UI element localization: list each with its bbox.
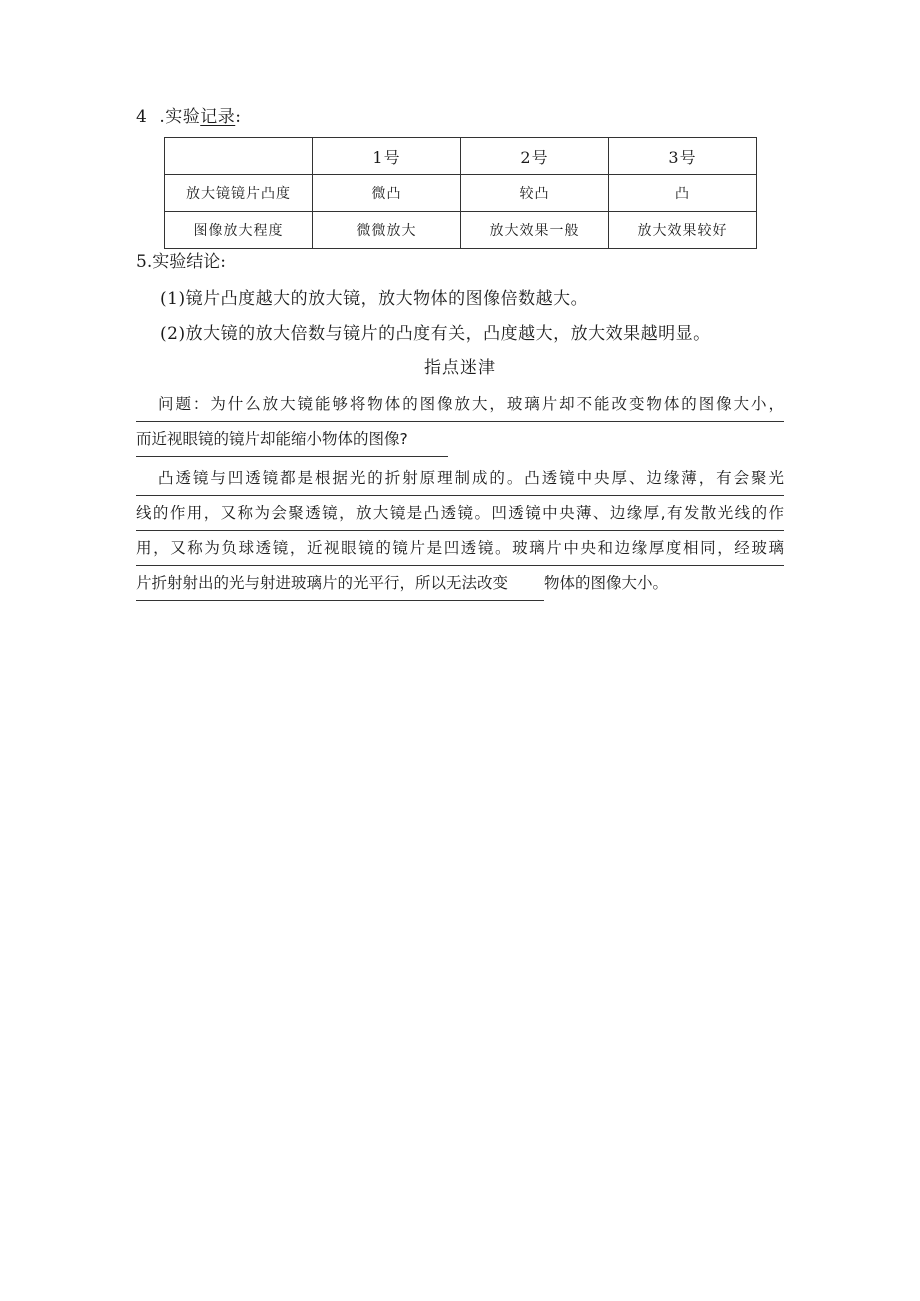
table-cell: 微凸: [313, 175, 461, 212]
table-cell: 放大镜镜片凸度: [165, 175, 313, 212]
table-header-cell: [165, 138, 313, 175]
table-cell: 图像放大程度: [165, 212, 313, 249]
table-header-cell: 2号: [461, 138, 609, 175]
section-4-label-underlined: 记录: [200, 107, 236, 127]
answer-line-tail: 物体的图像大小。: [544, 574, 669, 592]
tips-answer: [136, 461, 784, 601]
experiment-record-table: [164, 137, 757, 249]
section-4-number: 4: [136, 107, 148, 127]
table-cell: 凸: [609, 175, 757, 212]
answer-line-underlined: 片折射射出的光与射进玻璃片的光平行，所以无法改变: [136, 566, 544, 601]
table-header-cell: 1号: [313, 138, 461, 175]
tips-title: 指点迷津: [424, 358, 496, 378]
table-header-cell: 3号: [609, 138, 757, 175]
section-5-heading: 5.实验结论:: [136, 252, 226, 272]
table-row: [165, 175, 757, 212]
table-cell: 较凸: [461, 175, 609, 212]
answer-line: 线的作用，又称为会聚透镜，放大镜是凸透镜。凹透镜中央薄、边缘厚,有发散光线的作: [136, 496, 784, 531]
answer-line: 用，又称为负球透镜，近视眼镜的镜片是凹透镜。玻璃片中央和边缘厚度相同，经玻璃: [136, 531, 784, 566]
table-row: [165, 212, 757, 249]
section-4-label-suffix: :: [235, 107, 242, 127]
tips-question: [136, 387, 784, 457]
table-header-row: [165, 138, 757, 175]
table-cell: 放大效果较好: [609, 212, 757, 249]
section-4-heading: [136, 106, 241, 128]
conclusion-item: (1)镜片凸度越大的放大镜，放大物体的图像倍数越大。: [160, 289, 589, 309]
section-4-label-prefix: .实验: [159, 107, 201, 127]
question-line: 而近视眼镜的镜片却能缩小物体的图像?: [136, 422, 448, 457]
table-cell: 放大效果一般: [461, 212, 609, 249]
answer-line: 凸透镜与凹透镜都是根据光的折射原理制成的。凸透镜中央厚、边缘薄，有会聚光: [136, 461, 784, 496]
question-line: 问题：为什么放大镜能够将物体的图像放大，玻璃片却不能改变物体的图像大小，: [136, 387, 784, 422]
table-cell: 微微放大: [313, 212, 461, 249]
conclusion-item: (2)放大镜的放大倍数与镜片的凸度有关，凸度越大，放大效果越明显。: [160, 324, 711, 344]
